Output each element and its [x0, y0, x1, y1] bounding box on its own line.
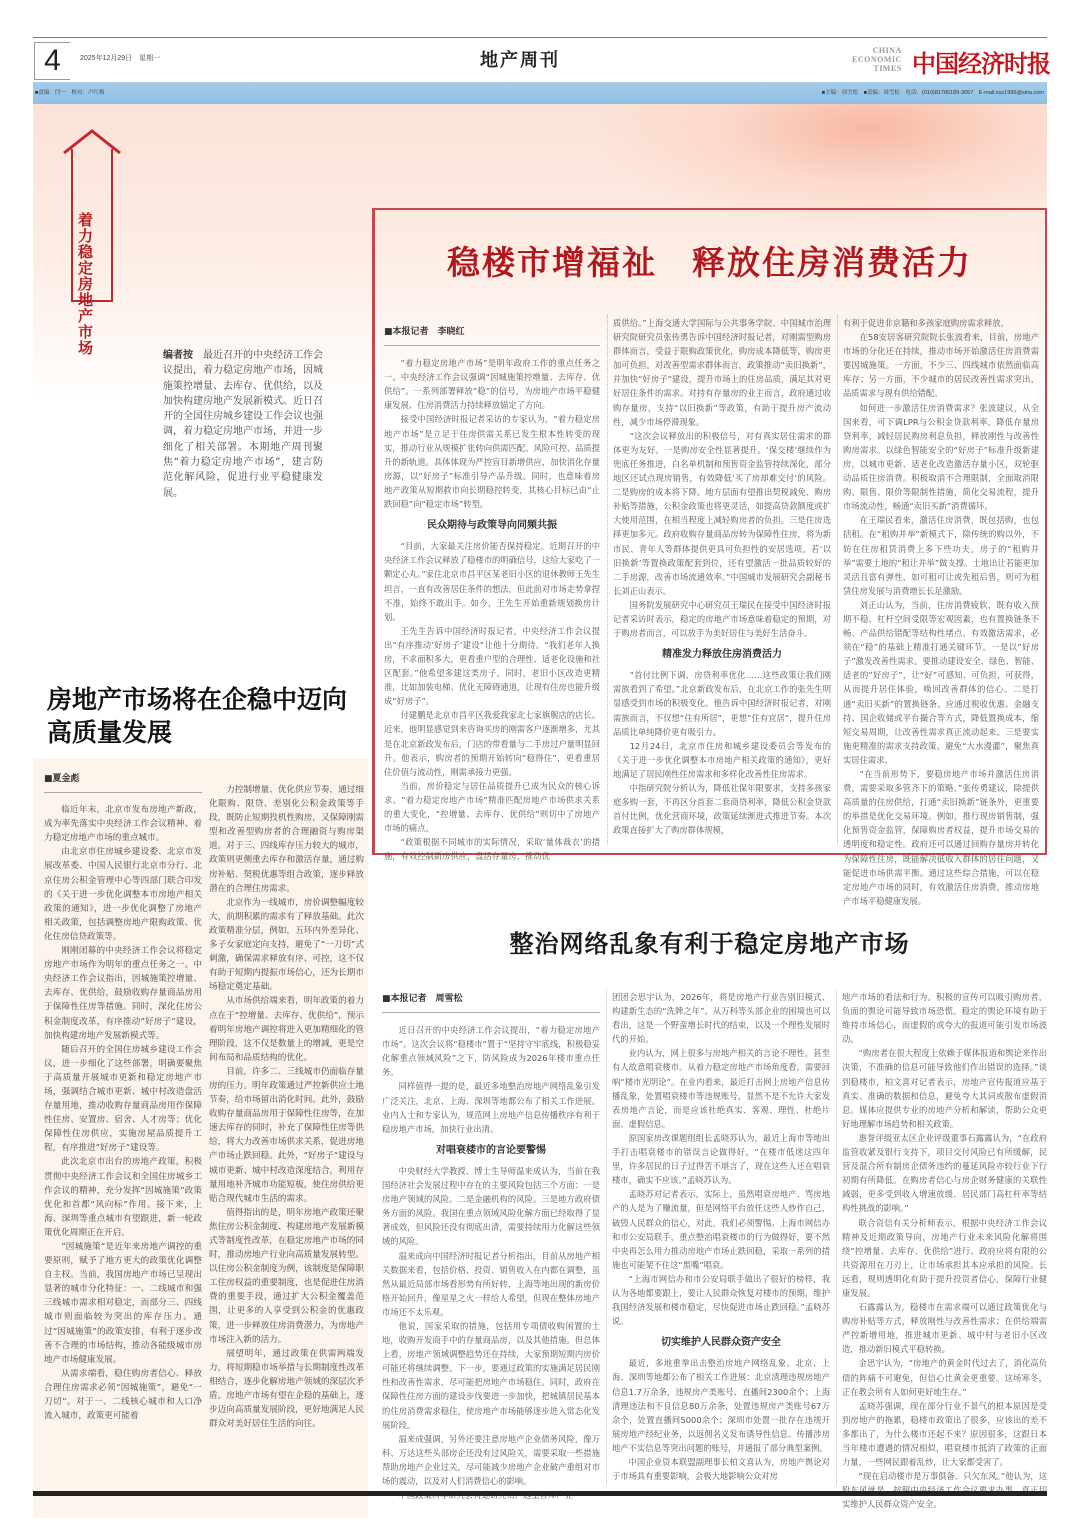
paragraph: 最近，多地重拳出击整治房地产网络乱象。北京、上海、深圳等地都公布了相关工作进展：北京清理违规房地产信息1.7万余条，违规房产类账号、直播间2300余个；上海清理违法和不良信息80万余条，处置违规房产类账号67万余个，处置直播间5000余个；深圳市处置一批存在违规开展房地产经纪业务，以返佣名义发布诱导性信息、传播涉房地产不实信息等突出问题的账号，并通报了部分典型案例。 — [612, 1358, 830, 1453]
bottom-article-column — [612, 990, 830, 1486]
paragraph: 中国企业资本联盟副理事长柏文喜认为，房地产舆论对于市场具有重要影响，会极大地影响公众对房 — [612, 1457, 830, 1482]
lead-article-column — [384, 325, 600, 862]
lead-article-column — [843, 316, 1039, 906]
masthead-en-line: TIMES — [873, 64, 902, 73]
paragraph: 惠誉评级亚太区企业评级董事石露露认为，“在政府监管收紧及银行支持下，项目交付风险已有所缓解，民营及混合所有制房企债务违约的蔓延风险亦较行业下行初期有所降低。在购房者信心与房企财务健康的关联性减弱，更多受到收入增速放缓、居民部门高杠杆率等结构性挑战的影响。” — [842, 1132, 1047, 1214]
column-divider — [837, 315, 838, 845]
contact-info: ■主编：周雪松 ■责编：周雪松 电话：(010)81785189-3057 E-mail:xsz1996@sina.com — [821, 90, 1044, 96]
paragraph: 刚刚闭幕的中央经济工作会议将稳定房地产市场作为明年的重点任务之一。中央经济工作会议指出，因城施策控增量、去库存、优供给，鼓励收购存量商品房用于保障性住房等措施。同时，深化住房公积金制度改革，有序推动“好房子”建设，加快构建房地产发展新模式等。 — [44, 946, 202, 1041]
paragraph: “上海市网信办和市公安局联手做出了很好的榜样，我认为各地都要跟上，要让人民群众恢复对楼市的预期，维护我国经济发展和楼市稳定，尽快促进市场止跌回稳。”孟晓苏说。 — [612, 1273, 830, 1327]
byline: ■夏金彪 — [44, 772, 202, 793]
paragraph: “首付比例下调、房贷利率优化……这些政策让我们刚需族看到了希望。”北京新政发布后，在北京工作的张先生明显感受到市场的积极变化。他告诉中国经济时报记者，对刚需族而言，不仅想“住有所居”，更想“住有宜居”，提升住房品质比单纯降价更有吸引力。 — [613, 670, 831, 737]
lead-article-headline: 稳楼市增福祉 释放住房消费活力 — [447, 243, 972, 282]
paragraph: “现在启动楼市是万事俱备、只欠东风。”他认为，这 实维护人民群众资产安全。 — [842, 1471, 1047, 1510]
paragraph: 付建鹏是北京市昌平区我爱我家北七家旗舰店的店长。近来，他明显感觉到来咨询买房的刚需客户逐渐增多，尤其是在北京新政发布后，门店的带看量与二手房过户量明显回升。他表示，购房者的预期开始转向“稳得住”，更看重居住价值与流动性，刚需承接力更强。 — [384, 710, 600, 777]
paragraph: 近日召开的中央经济工作会议提出，“着力稳定房地产市场”。这次会议将“稳楼市”置于“坚持守牢底线，积极稳妥化解重点领域风险”之下，防风险成为2026年楼市重点任务。 — [382, 1025, 600, 1078]
paragraph: 从需求端看，稳住购房者信心、释放合理住房需求必须“因城施策”，避免“一刀切”。对于一、二线核心城市和人口净流入城市，政策更可能着 — [44, 1368, 202, 1422]
paragraph: “在当前形势下，要稳房地产市场并激活住房消费，需要采取多管齐下的策略。”张传勇建议，除提供高质量的住房供给，打通“卖旧换新”链条外，更重要的举措是优化交易环境。例如，推行现房销售制，强化预售资金监管，保障购房者权益，提升市场交易的透明度和稳定性。政府还可以通过回购存量房并转化为保障性住房，既能解决低收入群体的居住问题，又能促进市场供需平衡。通过这些综合措施，可以在稳定房地产市场的同时，有效激活住房消费，推动房地产市场平稳健康发展。 — [843, 769, 1039, 906]
masthead-en-line: CHINA — [872, 46, 902, 55]
paragraph: 原国家房改课题组组长孟晓苏认为，最近上海市等地出手打击唱衰楼市的错误言论做得好。“在楼市低迷这四年里，许多居民的日子过得苦不堪言了，现在这些人还在唱衰楼市，确实不应该。”孟晓苏认为。 — [612, 1132, 830, 1186]
byline: ■本报记者 周雪松 — [382, 992, 600, 1013]
paragraph: 业内认为，网上很多与房地产相关的言论不理性，甚至有人故意唱衰楼市。从着力稳定房地产市场角度看，需要回响“楼市光明论”。在业内看来，最近打击网上房地产信息传播乱象，处置唱衰楼市等违规账号，显然不是不允许大家发表房地产言论，而是应该杜绝真实、客观、理性、杜绝片面、虚假信息。 — [612, 1048, 830, 1129]
paragraph: 值得指出的是，明年房地产政策还聚焦住房公积金制度、构建房地产发展新模式等制度性改革，在稳定房地产市场的同时，推动房地产行业向高质量发展转型。以住房公积金制度为例，该制度是保障职工住房权益的重要制度，也是促进住房消费的重要手段，通过扩大公积金覆盖范围，让更多的人享受到公积金的优惠政策，进一步释放住房消费潜力，为房地产市场注入新的活力。 — [209, 1207, 364, 1345]
left-article-column — [44, 772, 202, 1492]
editor-credits: ■责编：闫一 校对：卢红梅 — [35, 90, 105, 96]
paragraph: 随后召开的全国住房城乡建设工作会议，进一步细化了这些部署，明确要聚焦于高质量开展城市更新和稳定房地产市场，强调结合城市更新、城中村改造盘活存量用地，推动收购存量商品房用作保障性住房、安置房、宿舍、人才房等；优化保障性住房供应，实施房屋品质提升工程，有序推进“好房子”建设等。 — [44, 1044, 202, 1154]
paragraph: “目前，大家最关注房价能否保持稳定。近期召开的中央经济工作会议释放了稳楼市的明确信号，这给大家吃了一颗定心丸。”家住北京市昌平区某老旧小区的退休教师王先生坦言，一直有改善居住条件的想法，但此前对市场走势拿捏不准，始终不敢出手。如今，王先生开始重新规划换房计划。 — [384, 541, 600, 622]
paragraph: 金思宇认为，“房地产的黄金时代过去了，消化高负债的阵痛不可避免，但信心比黄金更重要。这场寒冬，正在教会所有人如何更好地生存。” — [842, 1358, 1047, 1397]
paragraph: 此次北京市出台的房地产政策，积极贯彻中央经济工作会议和全国住房城乡工作会议的精神，充分发挥“因城施策”政策优化和首都“风向标”作用。接下来，上海、深圳等重点城市有望跟进，新一轮政策优化周期正在开启。 — [44, 1157, 202, 1238]
issue-date: 2025年12月29日 星期一 — [80, 55, 161, 62]
editor-note-label: 编者按 — [163, 350, 193, 361]
paragraph: 联合资信有关分析师表示，根据中央经济工作会议精神及近期政策导向，房地产行业未来风险化解将围绕“控增量、去库存、优供给”进行。政府应将有限的公共资源用在刀刃上，让市场承担其本应承担的风险。长远看，规则透明化有助于提升投资者信心，保障行业健康发展。 — [842, 1217, 1047, 1298]
paragraph: 在王瑞民看来，激活住房消费，既包括购，也包括租。在“租购并举”新模式下，除传统的购以外，不妨在住房租赁消费上多下些功夫。房子的“租购并举”需要土地的“租让并举”做支撑。土地出让若能更加灵活且富有弹性，如可租可让或先租后售，则可为租赁住房发展与消费增长长足激励。 — [843, 515, 1039, 596]
paragraph: 质供给。”上海交通大学国际与公共事务学院、中国城市治理研究院研究员张传勇告诉中国经济时报记者，对刚需型购房群体而言，受益于限购政策优化，购房成本降低等，购房更加可负担。对改善型需求群体而言，政策推动“卖旧换新”，并加快“好房子”建设，提升市场上的住房品质，满足其对更好居住条件的需求。对持有存量房的业主而言，政府通过收购存量房，支持“以旧换新”等政策，有助于提升房产流动性，减少市场停滞现象。 — [613, 318, 831, 427]
column-divider — [607, 315, 608, 845]
paragraph: 在58安居客研究院院长张波看来，目前，房地产市场的分化还在持续，推动市场开始激活住房消费需要因城施策。一方面，不少三、四线城市依然面临高库存；另一方面，不少城市的居民改善性需求突出，品质需求与现有供给错配。 — [843, 332, 1039, 399]
paragraph: 国务院发展研究中心研究员王瑞民在接受中国经济时报记者采访时表示，稳定的房地产市场意味着稳定的预期，对于购房者而言，可以放手为美好居住与美好生活奋斗。 — [613, 599, 831, 639]
column-divider — [836, 990, 837, 1485]
masthead-english — [852, 46, 902, 73]
bottom-article-column — [842, 990, 1047, 1510]
paragraph: 力控制增量、优化供应节奏，通过细化限购、限贷、差别化公积金政策等手段，既防止短期投机性购房，又保障刚需型和改善型购房者的合理融资与购房渠道。对于三、四线库存压力较大的城市，政策则更侧重去库存和激活存量，通过购房补贴、契税优惠等组合政策，逐步释放潜在的合理住房需求。 — [209, 785, 364, 894]
paragraph: 团团会思宇认为，2026年，将是房地产行业告别旧模式、构建新生态的“洗牌之年”。从万科等头部企业的困境也可以看出，这是一个野蛮增长时代的结束，以及一个理性发展时代的开始。 — [612, 992, 830, 1045]
paragraph: 温来成向中国经济时报记者分析指出，目前从房地产相关数据来看，包括价格、投资、销售收入在内都在调整，虽然从最近局部市场看形势有所好转，上海等地出现的新房价格开始回升，像星星之火一样给人希望，但现在整体房地产市场还不太乐观。 — [382, 1250, 600, 1317]
paragraph: 如何进一步激活住房消费需求？张波建议，从全国来看，可下调LPR与公积金贷款利率，降低存量房贷利率，减轻居民购房利息负担，释放刚性与改善性购房需求。以绿色智能安全的“好房子”标准升级新建房，以城市更新、适老化改造激活存量小区，双轮驱动品质住房消费。积极取消不合理限制，全面取消限购、限售、限价等限制性措施，简化交易流程，提升市场流动性，畅通“卖旧买新”消费循环。 — [843, 402, 1039, 512]
paragraph: “政策根据不同城市的实际情况，采取‘量体裁衣’的措施，有效控制新房供应，盘活存量房，推动优 — [384, 837, 600, 862]
paragraph: “这次会议释放出的积极信号，对有真实居住需求的群体更为友好。一是购房安全性显著提升。‘保交楼’继续作为兜底任务推进，白名单机制和预售资金监管持续深化，部分地区还试点现房销售，有效降低‘买了房却难交付’的风险。二是购房的成本将下降。地方层面有望推出契税减免、购房补贴等措施，公积金政策也将更灵活，如提高贷款额度或扩大使用范围，在相当程度上减轻购房者的负担。三是住房选择更加多元。政府收购存量商品房转为保障性住房，将为新市民、青年人等群体提供更具可负担性的安居选项。若‘以旧换新’等置换政策配套到位，还有望激活一批品质较好的二手房源，改善市场流通效率。”中国城市发展研究会副秘书长刘正山表示。 — [613, 430, 831, 596]
bottom-article-column — [382, 992, 600, 1488]
paragraph: “因城施策”是近年来房地产调控的重要原则，赋予了地方更大的政策优化调整自主权。当前，我国房地产市场已呈现出显著的城市分化特征：一、二线城市和强三线城市需求相对稳定，而部分三、四线城市则面临较为突出的库存压力。通过“因城施策”的政策安排，有利于逐步改善不合理的市场结构，推动各能级城市房地产市场健康发展。 — [44, 1242, 202, 1365]
paragraph: 中指研究院分析认为，降低社保年限要求，支持多孩家庭多购一套，不再区分首套二套商贷利率，降低公积金贷款首付比例，优化营商环境，政策延续渐进式推进节奏。本次政策直接扩大了购房群体规模， — [613, 783, 831, 836]
paragraph: 目前，许多二、三线城市仍面临存量房的压力。明年政策通过严控新供应土地节奏，给市场留出消化时间。此外，鼓励收购存量商品房用于保障性住房等，在加速去库存的同时，补充了保障性住房等供给，将大力改善市场供求关系，促进房地产市场止跌回稳。此外，“好房子”建设与城市更新、城中村改造深度结合，利用存量用地补齐城市功能短板，使住房供给更贴合现代城市生活的需求。 — [209, 1066, 364, 1204]
paragraph: 12月24日，北京市住房和城乡建设委员会等发布的《关于进一步优化调整本市房地产相关政策的通知》，更好地满足了居民刚性住房需求和多样化改善性住房需求。 — [613, 740, 831, 779]
editor-note-text: 最近召开的中央经济工作会议提出，着力稳定房地产市场，因城施策控增量、去库存、优供给，以及加快构建房地产发展新模式。近日召开的全国住房城乡建设工作会议也强调，着力稳定房地产市场，并进一步细化了相关部署。本期地产周刊聚焦“着力稳定房地产市场”，建言防范化解风险，促进行业平稳健康发展。 — [163, 350, 323, 499]
paragraph: 孟晓苏强调，现在部分行业不景气的根本原因是受到房地产的拖累，稳楼市政策出了很多，应该出的差不多都出了，为什么楼市还起不来？原因很多，这跟日本当年楼市遭遇的情况相似，唱衰楼市抵消了政策的正面力量，一些网民跟着乱炒，让大家都受害了。 — [842, 1400, 1047, 1468]
paragraph: 孟晓苏对记者表示，实际上，虽然唱衰房地产、骂房地产的人是为了赚流量，但是网络平台放任这些人炒作自己，破毁人民群众的信心，对此，我们必须警惕。上海市网信办和市公安局联手，重点整治唱衰楼市的行为做得好，要不然中央再怎么用力推动房地产市场止跌回稳，采取一系列的措施也可能架不住这“黑嘴”唱衰。 — [612, 1189, 830, 1270]
header-top-rule — [33, 37, 1047, 38]
banner-decoration — [600, 104, 1047, 224]
paragraph: 展望明年，通过政策在供需两端发力，将短期稳市场举措与长期制度性改革相结合，逐步化解房地产领域的深层次矛盾。房地产市场有望在企稳的基础上，逐步迈向高质量发展阶段，更好地满足人民群众对美好居住生活的向往。 — [209, 1348, 364, 1430]
paragraph: 王先生告诉中国经济时报记者，中央经济工作会议提出“有序推动‘好房子’建设”让他十分期待。“我们老年人换房，不求面积多大，更看重户型的合理性、适老化设施和社区配套。”他希望多建这类房子，同时，老旧小区改造更精准，比如加装电梯、优化无障碍通道，让现有住房也能升级成“好房子”。 — [384, 625, 600, 707]
byline: ■本报记者 李晓红 — [384, 325, 600, 346]
left-article-headline: 房地产市场将在企稳中迈向高质量发展 — [47, 685, 348, 747]
paragraph: 有利于促进非京籍和多孩家庭购房需求释放。 — [843, 318, 1009, 328]
column-divider — [606, 990, 607, 1485]
left-article-column — [209, 783, 364, 1493]
paragraph: 当前，房价稳定与居住品质提升已成为民众的核心诉求。“着力稳定房地产市场”精准匹配房地产市场供求关系的重大变化，“控增量、去库存、优供给”则切中了房地产市场的痛点。 — [384, 780, 600, 834]
subheading: 切实维护人民群众资产安全 — [661, 1337, 781, 1349]
editor-note — [163, 348, 323, 501]
paragraph: 同样值得一提的是，最近多地整治房地产网络乱象引发广泛关注，北京、上海、深圳等地都公布了相关工作进展。业内人士和专家认为，规范网上房地产信息传播秩序有利于稳房地产市场，加快行业出清。 — [382, 1081, 600, 1134]
page-number: 4 — [34, 42, 70, 80]
paragraph: “购房者在很大程度上依赖于媒体报道和舆论来作出决策，不准确的信息可能导致他们作出错误的选择。”谈到稳楼市，柏文喜对记者表示，房地产宣传报道应基于真实、准确的数据和信息，避免夸大其词或散布虚假消息。媒体应提供专业的房地产分析和解读，帮助公众更好地理解市场趋势和相关政策。 — [842, 1048, 1047, 1129]
section-vertical-title: 着力稳定房地产市场 — [76, 212, 94, 356]
paragraph: 石露露认为，稳楼市在需求端可以通过政策优化与购房补贴等方式，释放刚性与改善性需求；在供给端需严控新增用地，推进城市更新、城中村与老旧小区改造，推动新旧模式平稳转换。 — [842, 1302, 1047, 1355]
bottom-article-headline: 整治网络乱象有利于稳定房地产市场 — [509, 929, 910, 958]
page-bottom-rule — [33, 1491, 1047, 1496]
paragraph: 北京作为一线城市，房价调整幅度较大，前期积累的需求有了释放基础。此次政策精准分层，例如，五环内外差异化、多子女家庭定向支持，避免了“一刀切”式刺激，确保需求释放有序、可控，这不仅有助于短期内提振市场信心，还为长期市场稳定奠定基础。 — [209, 897, 364, 993]
section-title: 地产周刊 — [480, 50, 560, 71]
paragraph: 从市场供给端来看，明年政策的着力点在于“控增量、去库存、优供给”，预示着明年房地产调控将进入更加精细化的管理阶段，这不仅是数量上的增减，更是空间布局和品质结构的优化。 — [209, 996, 364, 1063]
paragraph: 地产市场的看法和行为。积极的宣传可以吸引购房者，负面的舆论可能导致市场恐慌。稳定的舆论环境有助于维持市场信心，而虚假的或夸大的报道可能引发市场波动。 — [842, 992, 1047, 1045]
paragraph: 由北京市住房城乡建设委、北京市发展改革委、中国人民银行北京市分行、北京住房公积金管理中心等四部门联合印发的《关于进一步优化调整本市房地产相关政策的通知》，进一步优化调整了房地产相关政策，包括调整房地产限购政策、优化住房信贷政策等。 — [44, 847, 202, 942]
paragraph: 接受中国经济时报记者采访的专家认为，“着力稳定房地产市场”是立足于住房供需关系已发生根本性转变的现实，推动行业从规模扩张转向供需匹配、风险可控、品质提升的新轨道。具体体现为严控盲目新增供应，加快消化存量房源，以“好房子”标准引导产品升级。同时，也意味着房地产政策从短期救市向长期稳控转变，其核心目标已由“止跌回稳”向“稳定市场”转型。 — [384, 414, 600, 510]
subheading: 民众期待与政策导向同频共振 — [427, 520, 557, 532]
masthead-logo: 中国经济时报 — [912, 49, 1050, 78]
paragraph: 温来成强调，另外还要注意房地产企业债务风险，像万科、万达这些头部房企还没有过风险关，需要采取一些措施帮助房地产企业过关，尽可能减少房地产企业破产重组对市场的震动，以及对人们消费信心的影响。 — [382, 1433, 600, 1486]
paragraph: 临近年末，北京市发布房地产新政，成为率先落实中央经济工作会议精神、着力稳定房地产市场的重点城市。 — [44, 805, 202, 844]
lead-article-column — [613, 316, 831, 846]
paragraph: 刘正山认为，当前，住房消费疲软，既有收入预期不稳、杠杆空间受限等宏观因素，也有置换链条不畅、产品供给错配等结构性堵点。有效激活需求，必须在“稳”的基础上精准打通关键环节。一是以“好房子”激发改善性需求。要推动建设安全、绿色、智能、适老的“好房子”，让“好”可感知、可负担、可获得，从而提升居住体验，唤回改善群体的信心。二是打通“卖旧买新”的置换链条。应通过税收优惠、金融支持、国企收储或平台撮合等方式，降低置换成本，缩短交易周期，让改善性需求真正流动起来。三是要实施更精准的需求支持政策。避免“大水漫灌”，聚焦真实居住需求。 — [843, 599, 1039, 765]
subheading: 对唱衰楼市的言论要警惕 — [436, 1144, 546, 1156]
subheading: 精准发力释放住房消费活力 — [662, 649, 782, 661]
paragraph: 他说，国家采取的措施，包括用专项债收购闲置的土地，收购开发商手中的存量商品房，以及其他措施。但总体上看，房地产领域调整趋势还在持续，大家预期短期内房价可能还将继续调整。下一步，要通过政策的实施满足居民刚性和改善性需求，尽可能把房地产市场稳住。同时，政府在保障性住房方面的建设步伐要进一步加快，把城镇居民基本的住房消费需求稳住，使房地产市场能够逐步进入常态化发展阶段。 — [382, 1320, 600, 1430]
paragraph: “着力稳定房地产市场”是明年政府工作的重点任务之一。中央经济工作会议强调“因城施策控增量、去库存、优供给”。一系列部署释放“稳”的信号，为房地产市场平稳健康发展、住房消费活力持续释放锚定了方向。 — [384, 358, 600, 411]
masthead-en-line: ECONOMIC — [852, 55, 902, 64]
paragraph: 中央财经大学教授、博士生导师温来成认为，当前在我国经济社会发展过程中存在的主要风险包括三个方面：一是房地产领域的风险。二是金融机构的风险。三是地方政府债务方面的风险。我国在重点领域风险化解方面已经取得了显著成效，但风险还没有彻底出清，需要持续用力化解这些领域的风险。 — [382, 1165, 600, 1247]
